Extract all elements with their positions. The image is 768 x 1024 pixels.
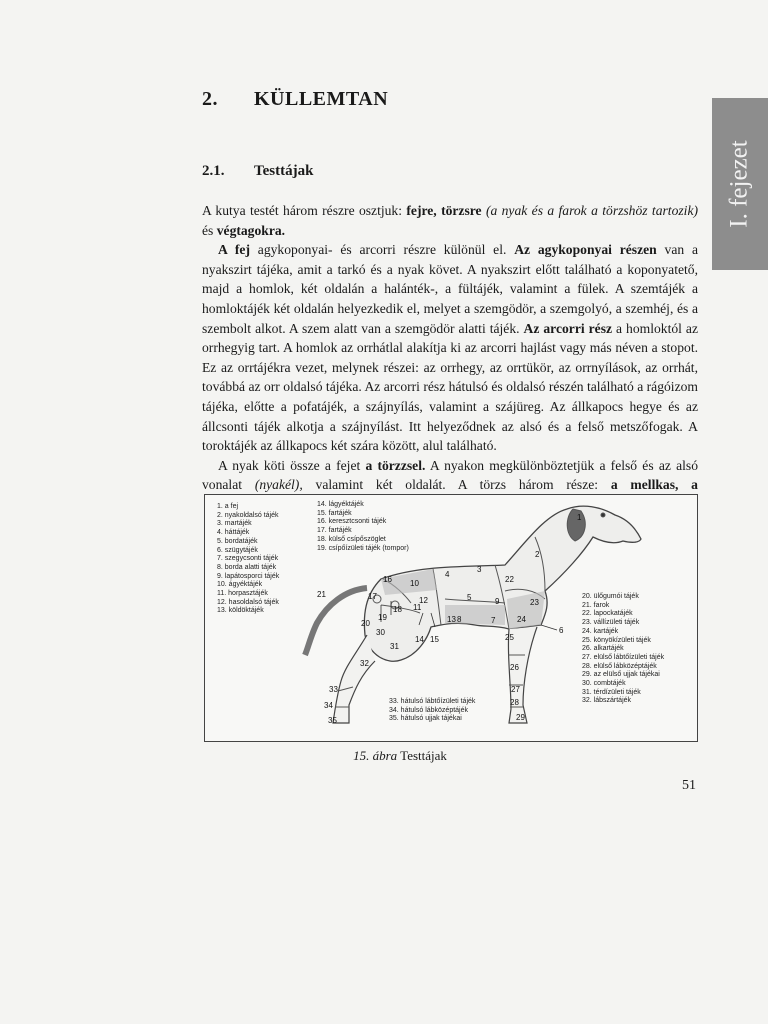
- legend-item: 11. horpasztájék: [217, 590, 268, 598]
- legend-item: 22. lapockatájék: [582, 610, 633, 618]
- bold-term: a mellkas, a: [610, 477, 698, 493]
- text-run: és: [202, 222, 217, 238]
- legend-item: 31. térdízületi tájék: [582, 688, 641, 696]
- text-run: A kutya testét három részre osztjuk:: [202, 203, 407, 218]
- legend-item: 13. köldöktájék: [217, 607, 264, 615]
- legend-item: 29. az elülső ujjak tájékai: [582, 671, 660, 679]
- chapter-tab: [712, 98, 768, 270]
- region-label-19: 19: [378, 613, 387, 622]
- region-label-24: 24: [517, 615, 526, 624]
- text-run: valamint két oldalát. A törzs három része:: [302, 477, 611, 493]
- bold-term: a törzzsel.: [365, 457, 426, 473]
- legend-item: 5. bordatájék: [217, 537, 258, 545]
- region-label-29: 29: [516, 713, 525, 722]
- tail-shape: [305, 588, 367, 655]
- region-label-12: 12: [419, 596, 428, 605]
- region-label-10: 10: [410, 579, 419, 588]
- region-label-7: 7: [491, 616, 496, 625]
- figure-number: 15. ábra: [353, 748, 398, 763]
- legend-right: [582, 593, 664, 706]
- region-label-9: 9: [495, 597, 500, 606]
- bold-term: Az arcorri rész: [523, 320, 613, 336]
- section-heading: [202, 163, 313, 180]
- legend-item: 28. elülső lábközéptájék: [582, 662, 657, 670]
- paragraph-2: [202, 240, 698, 456]
- legend-left-2: [317, 501, 409, 553]
- text-run: agykoponyai- és arcorri részre különül el.: [249, 242, 515, 258]
- figure-caption: [200, 748, 600, 764]
- region-label-16: 16: [383, 575, 392, 584]
- text-run: A nyak köti össze a fejet: [218, 457, 366, 473]
- legend-item: 17. fartájék: [317, 527, 352, 535]
- region-label-22: 22: [505, 575, 514, 584]
- legend-item: 1. a fej: [217, 503, 239, 510]
- legend-item: 32. lábszártájék: [582, 697, 632, 705]
- region-label-5: 5: [467, 593, 472, 602]
- text-run: van a nyakszirt tájéka, amit a tarkó és a nyak követ. A nyakszirt előtt található a koponyatető, majd a homlok, két oldalán a halánték-, a fültájék, valamint a fülek. A szemtájék a homloktájék két oldalán helyezkedik el, melyet a szemgödör, a szemgolyó, a szemhéj, és a szembolt alkot. A szem alatt van a szemgödör alatti tájék.: [202, 242, 698, 336]
- paragraph-3: [202, 456, 698, 495]
- chapter-number: 2.: [202, 88, 218, 110]
- legend-item: 23. vállízületi tájék: [582, 619, 640, 627]
- region-label-30: 30: [376, 628, 385, 637]
- bold-term: Az agykoponyai részen: [514, 242, 657, 258]
- legend-item: 16. keresztcsonti tájék: [317, 518, 387, 526]
- legend-item: 8. borda alatti tájék: [217, 563, 277, 571]
- region-label-33: 33: [329, 685, 338, 694]
- legend-item: 21. farok: [582, 601, 610, 609]
- text-run: a homloktól az orrhegyig tart. A homlok az orrhátlal alakítja ki az arcorri hajlást vagy más néven a stopot. Ez az orrtájékra vezet, melynek részei: az orrhegy, az orrtükör, az orrnyílások, az orrhát, továbbá az orr oldalsó tájéka. Az arcorri rész hátulsó és oldalsó részén található a rágóizom tájéka, előtte a pofatájék, a szájnyílás, valamint a szájüreg. Az állkapocs hegye és az állcsonti tájék alkotja a szájnyílást. Itt helyeződnek az alsó és a felső metszőfogak. A toroktájék az állkapocs két szára között, alul található.: [202, 320, 698, 454]
- legend-bottom: [389, 698, 475, 724]
- figure-title: Testtájak: [400, 748, 447, 763]
- region-label-17: 17: [368, 592, 377, 601]
- legend-item: 14. lágyéktájék: [317, 501, 364, 508]
- page-number: 51: [682, 778, 696, 793]
- region-label-14: 14: [415, 635, 424, 644]
- region-label-8: 8: [457, 615, 462, 624]
- hind-leg: [333, 635, 375, 723]
- legend-item: 12. hasoldalsó tájék: [217, 598, 279, 606]
- legend-item: 27. elülső lábtőízületi tájék: [582, 653, 665, 661]
- legend-item: 18. külső csípőszöglet: [317, 535, 386, 543]
- region-label-15: 15: [430, 635, 439, 644]
- body-text: [202, 201, 698, 495]
- legend-item: 2. nyakoldalsó tájék: [217, 511, 279, 519]
- legend-item: 7. szegycsonti tájék: [217, 555, 279, 563]
- region-label-13: 13: [447, 615, 456, 624]
- legend-item: 34. hátulsó lábközéptájék: [389, 706, 468, 714]
- legend-item: 10. ágyéktájék: [217, 581, 263, 589]
- legend-item: 15. fartájék: [317, 509, 352, 517]
- legend-item: 3. martájék: [217, 520, 252, 528]
- text-run: A nyakon megkülönböztetjük a felső és az alsó vonalat: [202, 457, 698, 493]
- section-title: Testtájak: [254, 163, 314, 179]
- eye-shape: [601, 513, 605, 517]
- paragraph-1: [202, 201, 698, 240]
- dog-body-regions-figure: [204, 494, 698, 742]
- legend-item: 9. lapátosporci tájék: [217, 572, 280, 580]
- region-label-32: 32: [360, 659, 369, 668]
- bold-term: fejre, törzsre: [406, 203, 482, 218]
- legend-item: 20. ülőgumói tájék: [582, 593, 639, 600]
- italic-note: (a nyak és a farok a törzshöz tartozik): [481, 203, 698, 218]
- region-label-25: 25: [505, 633, 514, 642]
- chapter-heading: [202, 88, 388, 111]
- region-label-31: 31: [390, 642, 399, 651]
- bold-term: végtagokra.: [216, 222, 286, 238]
- legend-left-1: [217, 503, 279, 616]
- region-label-1: 1: [577, 513, 582, 522]
- legend-item: 4. háttájék: [217, 529, 250, 537]
- region-label-21: 21: [317, 590, 326, 599]
- region-label-11: 11: [413, 603, 422, 612]
- chapter-title: KÜLLEMTAN: [254, 88, 389, 110]
- arrow-6: [541, 625, 557, 630]
- region-label-35: 35: [328, 716, 337, 725]
- legend-item: 24. kartájék: [582, 627, 619, 635]
- italic-note: (nyakél),: [254, 477, 303, 493]
- legend-item: 6. szügytájék: [217, 546, 258, 554]
- legend-item: 25. könyökízületi tájék: [582, 636, 651, 644]
- region-label-18: 18: [393, 605, 402, 614]
- region-label-26: 26: [510, 663, 519, 672]
- legend-item: 19. csípőízületi tájék (tompor): [317, 544, 409, 552]
- region-label-27: 27: [511, 685, 520, 694]
- legend-item: 35. hátulsó ujjak tájékai: [389, 715, 462, 723]
- legend-item: 30. combtájék: [582, 680, 626, 688]
- legend-item: 33. hátulsó lábtőízületi tájék: [389, 698, 476, 705]
- region-label-20: 20: [361, 619, 370, 628]
- legend-item: 26. alkartájék: [582, 645, 624, 653]
- region-label-3: 3: [477, 565, 482, 574]
- region-label-4: 4: [445, 570, 450, 579]
- region-label-2: 2: [535, 550, 540, 559]
- bold-term: A fej: [218, 242, 250, 258]
- region-label-23: 23: [530, 598, 539, 607]
- region-label-28: 28: [510, 698, 519, 707]
- section-number: 2.1.: [202, 163, 225, 179]
- region-label-34: 34: [324, 701, 333, 710]
- region-label-6: 6: [559, 626, 564, 635]
- chapter-tab-label: I. fejezet: [726, 140, 753, 228]
